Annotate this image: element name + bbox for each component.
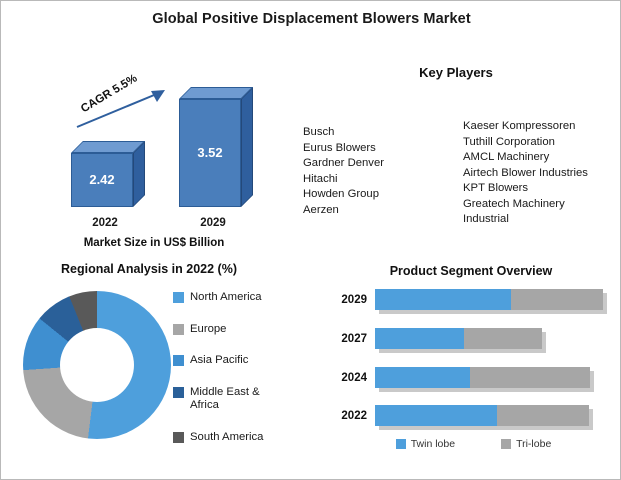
bar-2022-side: [133, 141, 145, 207]
key-player-item: KPT Blowers: [463, 182, 529, 194]
legend-item-europe: [173, 323, 283, 337]
legend-label: Twin lobe: [410, 438, 456, 450]
legend-swatch: [173, 432, 184, 443]
legend-label: South America: [190, 430, 264, 443]
segment-twin-lobe: [375, 367, 470, 388]
segment-year-label: 2024: [341, 372, 367, 384]
bar-2022-value: 2.42: [89, 172, 115, 187]
key-player-item: Howden Group: [303, 188, 379, 200]
legend-swatch: [173, 292, 184, 303]
segment-bar-shadow-right: [590, 371, 594, 392]
segment-bar-shadow: [379, 310, 607, 314]
bar-2029: [179, 87, 265, 207]
segment-bar: [375, 328, 542, 349]
segment-bar-shadow: [379, 388, 594, 392]
page-title: Global Positive Displacement Blowers Market: [152, 11, 471, 27]
legend-item-north-america: [173, 291, 283, 305]
legend-item-middle-east-africa: [173, 386, 283, 413]
segment-tri-lobe: [497, 405, 589, 426]
product-segment-heading: Product Segment Overview: [389, 264, 553, 278]
key-player-item: Airtech Blower Industries: [463, 166, 588, 179]
key-player-item: Aerzen: [303, 203, 339, 216]
regional-analysis-heading: Regional Analysis in 2022 (%): [61, 262, 237, 276]
regional-legend: [173, 291, 283, 462]
legend-swatch: [396, 439, 406, 449]
key-player-item: Tuthill Corporation: [463, 135, 555, 148]
legend-label: Europe: [190, 322, 227, 335]
bar-2029-side: [241, 87, 253, 207]
legend-item-twin-lobe: [396, 438, 455, 450]
segment-bar: [375, 289, 603, 310]
segment-twin-lobe: [375, 328, 464, 349]
segment-tri-lobe: [511, 289, 603, 310]
legend-swatch: [173, 355, 184, 366]
legend-swatch: [173, 324, 184, 335]
legend-label: North America: [190, 291, 262, 303]
product-segment-legend: [331, 438, 616, 450]
segment-row-2027: [329, 328, 589, 354]
key-players-column-1: [303, 125, 384, 218]
key-player-item: Greatech Machinery: [463, 197, 565, 210]
bar-2022-front: [71, 153, 133, 207]
bar-category-2029: 2029: [200, 217, 226, 229]
segment-bar-shadow-right: [603, 293, 607, 314]
bar-2029-value: 3.52: [197, 145, 223, 160]
segment-row-2029: [329, 289, 589, 315]
legend-item-asia-pacific: [173, 354, 283, 368]
segment-twin-lobe: [375, 405, 497, 426]
key-player-item: Kaeser Kompressoren: [463, 120, 576, 132]
key-player-item: AMCL Machinery: [463, 151, 550, 163]
market-size-axis-title: Market Size in US$ Billion: [83, 237, 225, 249]
bar-category-2022: 2022: [92, 217, 118, 229]
segment-year-label: 2029: [341, 294, 367, 306]
segment-year-label: 2027: [341, 333, 367, 345]
segment-bar: [375, 367, 590, 388]
legend-label: Asia Pacific: [190, 354, 249, 366]
segment-bar-shadow-right: [589, 409, 593, 430]
key-player-item: Industrial: [463, 213, 509, 225]
key-player-item: Eurus Blowers: [303, 141, 376, 154]
segment-bar-shadow: [379, 349, 546, 353]
segment-row-2024: [329, 367, 589, 393]
key-player-item: Hitachi: [303, 172, 338, 185]
legend-label: Middle East & Africa: [190, 385, 260, 411]
bar-2022: [71, 141, 147, 207]
segment-twin-lobe: [375, 289, 511, 310]
donut-center-hole: [60, 328, 134, 402]
segment-tri-lobe: [470, 367, 590, 388]
key-players-heading: Key Players: [419, 65, 493, 80]
segment-year-label: 2022: [341, 410, 367, 422]
cagr-label: CAGR 5.5%: [79, 72, 140, 116]
segment-bar: [375, 405, 589, 426]
segment-bar-shadow: [379, 426, 593, 430]
bar-2029-front: [179, 99, 241, 207]
legend-swatch: [173, 387, 184, 398]
legend-item-tri-lobe: [501, 438, 551, 450]
segment-row-2022: [329, 405, 589, 431]
segment-tri-lobe: [464, 328, 542, 349]
segment-bar-shadow-right: [542, 332, 546, 353]
key-players-column-2: [463, 119, 588, 228]
legend-label: Tri-lobe: [516, 438, 552, 450]
key-player-item: Busch: [303, 126, 335, 138]
key-player-item: Gardner Denver: [303, 157, 384, 169]
legend-item-south-america: [173, 431, 283, 445]
legend-swatch: [501, 439, 511, 449]
